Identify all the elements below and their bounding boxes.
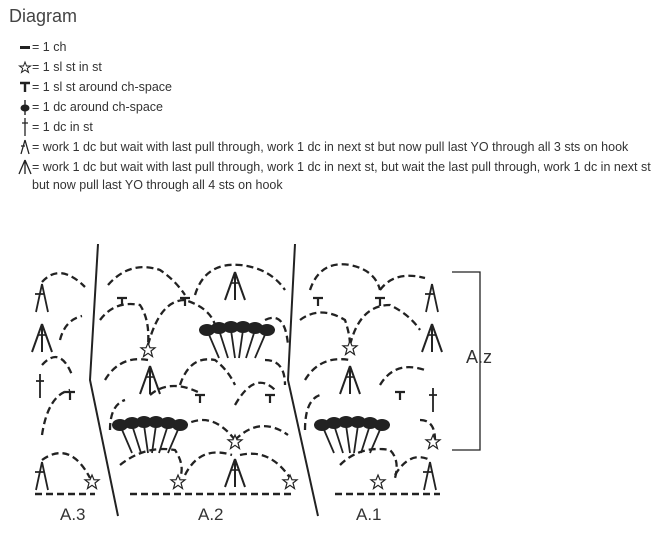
chart-label-a3: A.3 [60,505,86,524]
legend-text: = 1 sl st in st [32,60,102,74]
legend-text: = 1 sl st around ch-space [32,80,173,94]
repeat-label: A.z [466,347,493,367]
legend-text: = work 1 dc but wait with last pull through, work 1 dc in next st, but wait the last pull through, work 1 dc in next st but now pull last YO through all 4 sts on hook [32,160,651,192]
legend-text: = 1 ch [32,40,67,54]
chart-label-a1: A.1 [356,505,382,524]
legend-text: = work 1 dc but wait with last pull through, work 1 dc in next st but now pull last YO through all 3 sts on hook [32,140,629,154]
legend-text: = 1 dc in st [32,120,93,134]
diagram-title: Diagram [9,6,78,26]
chart-label-a2: A.2 [198,505,224,524]
legend-text: = 1 dc around ch-space [32,100,163,114]
section-dividers [90,244,318,516]
